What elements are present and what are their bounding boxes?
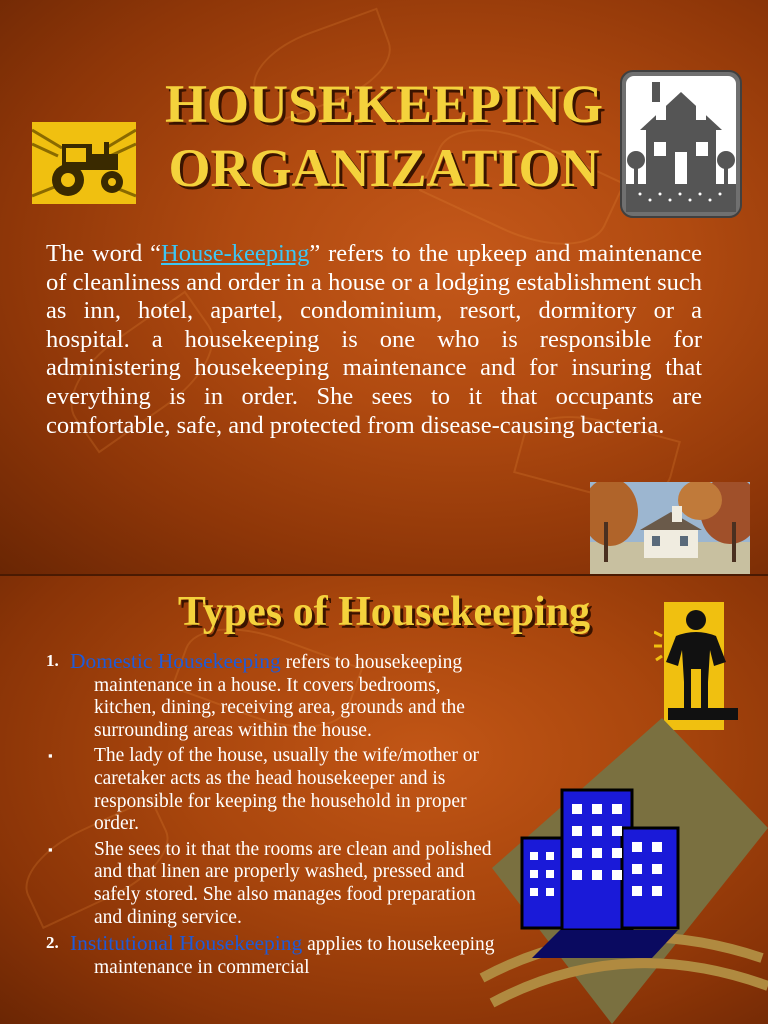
- list-item-bullet: [44, 839, 504, 929]
- list-item-institutional: [44, 932, 504, 979]
- bullet-icon: ▪: [48, 748, 53, 764]
- types-title: Types of Housekeeping: [177, 589, 591, 635]
- types-list: [44, 650, 504, 982]
- tractor-icon: [32, 122, 136, 204]
- item-text: She sees to it that the rooms are clean and polished and that linen are properly washed, pressed and safely stored. She also manages food preparation and dining service.: [94, 838, 492, 928]
- house-keeping-link[interactable]: House-keeping: [161, 240, 310, 267]
- item-number: 1.: [46, 651, 59, 670]
- para-text-start: The word “: [46, 240, 162, 267]
- item-text: applies to housekeeping maintenance in commercial: [94, 934, 495, 978]
- item-number: 2.: [46, 933, 59, 953]
- title-line-2: ORGANIZATION: [168, 138, 600, 198]
- intro-paragraph: [46, 240, 702, 440]
- item-text: The lady of the house, usually the wife/mother or caretaker acts as the head housekeeper and is responsible for keeping the household in proper order.: [94, 745, 480, 835]
- house-photo: [590, 482, 750, 574]
- list-item-domestic: [44, 650, 504, 742]
- term-domestic-housekeeping: Domestic Housekeeping: [70, 649, 281, 673]
- title-line-1: HOUSEKEEPING: [164, 74, 604, 134]
- item-text: refers to housekeeping maintenance in a house. It covers bedrooms, kitchen, dining, receiving area, grounds and the surrounding areas within the house.: [94, 652, 465, 741]
- term-institutional-housekeeping: Institutional Housekeeping: [70, 931, 303, 956]
- list-item-bullet: [44, 745, 504, 835]
- para-text-rest: ” refers to the upkeep and maintenance of cleanliness and order in a house or a lodging establishment such as inn, hotel, apartel, condominium, resort, dormitory or a hospital. a housekeeping is one who is responsible for administering housekeeping maintenance and for insuring that everything is in order. She sees to it that occupants are comfortable, safe, and protected from disease-causing bacteria.: [46, 240, 702, 439]
- worker-icon: [654, 602, 746, 730]
- bullet-icon: ▪: [48, 841, 53, 857]
- house-icon: [620, 70, 742, 218]
